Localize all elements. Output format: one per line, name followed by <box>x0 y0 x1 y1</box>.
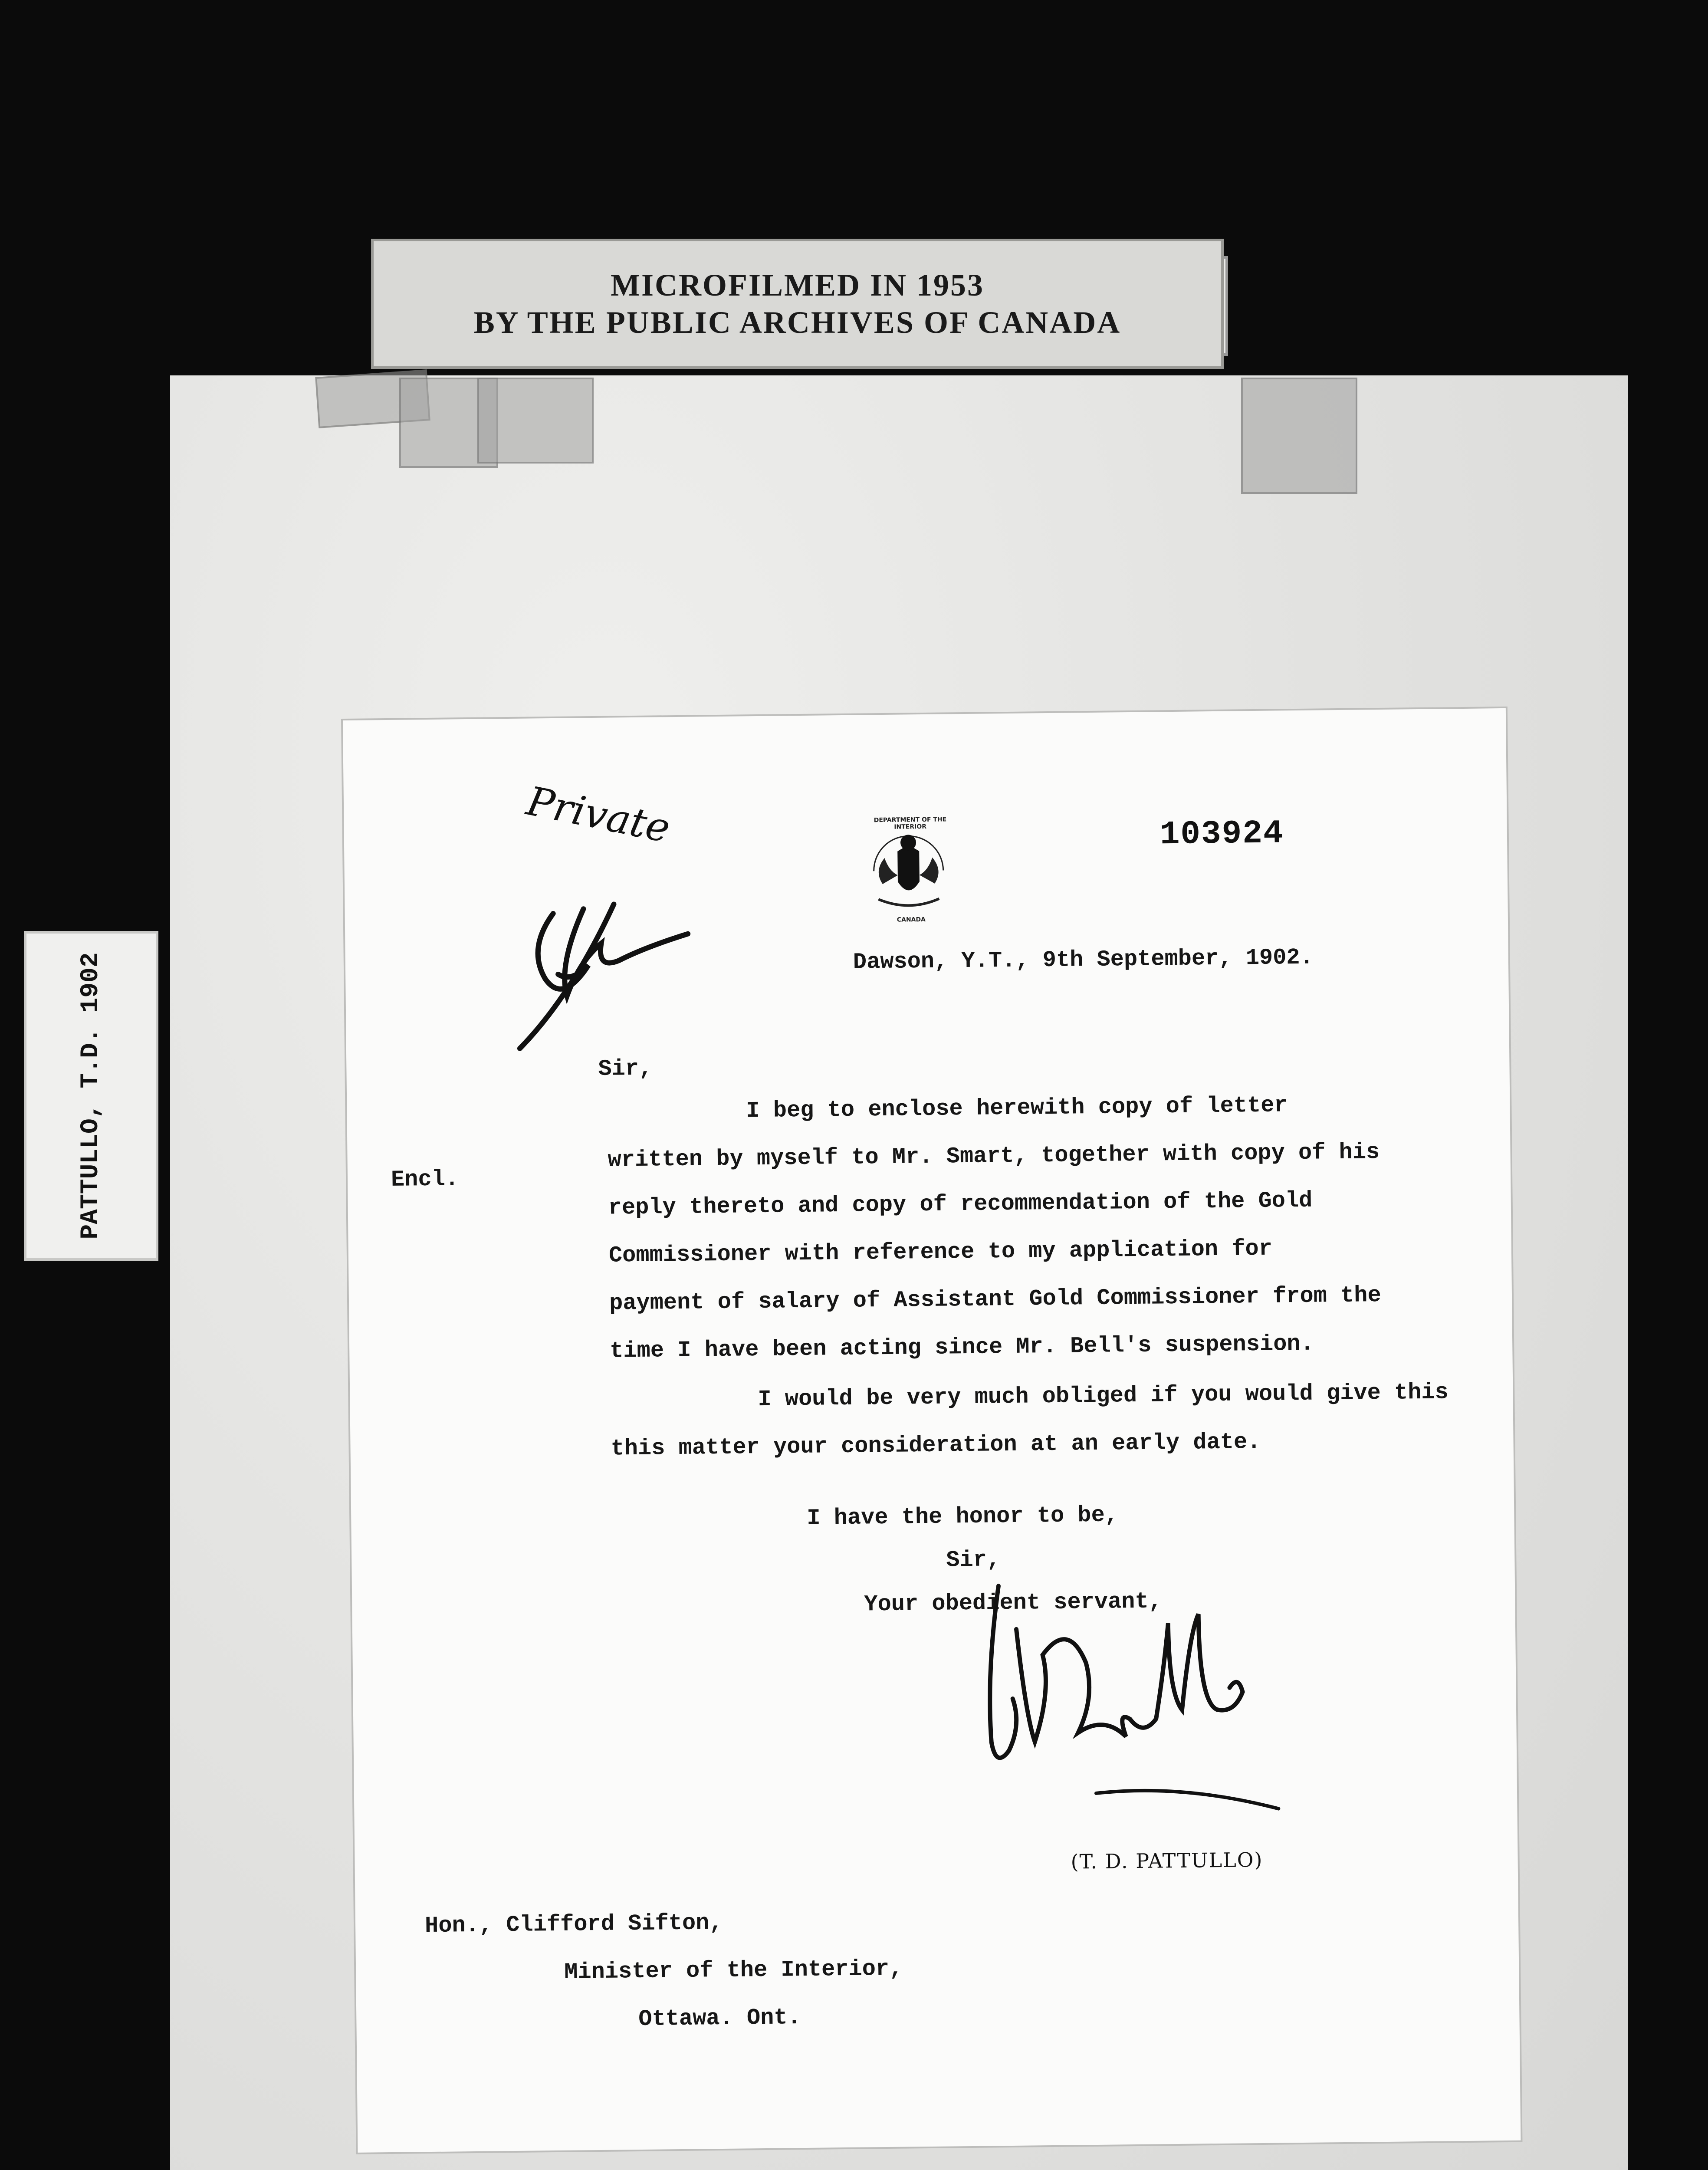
margin-note: Private <box>523 777 674 852</box>
body-line-6: time I have been acting since Mr. Bell's suspension. <box>609 1331 1314 1364</box>
body-line-2: written by myself to Mr. Smart, together with copy of his <box>608 1139 1380 1173</box>
seal-bottom-text: CANADA <box>897 916 926 924</box>
letter-sheet <box>343 708 1521 2153</box>
seal-top-text: DEPARTMENT OF THE INTERIOR <box>874 816 947 831</box>
body-line-7: I would be very much obliged if you would give this <box>758 1379 1449 1413</box>
tape-top-right <box>1241 378 1357 494</box>
tape-top-center <box>477 378 594 464</box>
file-number: 103924 <box>1159 815 1284 854</box>
body-line-1: I beg to enclose herewith copy of letter <box>746 1092 1288 1124</box>
signature-scribble-icon <box>951 1574 1344 1855</box>
microfilm-label-line1: MICROFILMED IN 1953 <box>611 268 984 302</box>
signatory-name: (T. D. PATTULLO) <box>1071 1848 1263 1874</box>
department-seal-icon <box>856 818 961 932</box>
microfilm-label-line2: BY THE PUBLIC ARCHIVES OF CANADA <box>473 305 1121 340</box>
closing-line-1: I have the honor to be, <box>807 1502 1119 1531</box>
closing-line-3: Your obedient servant, <box>864 1588 1163 1618</box>
microfilm-label <box>371 239 1224 369</box>
side-card-text: PATTULLO, T.D. 1902 <box>77 952 105 1240</box>
enclosure-note: Encl. <box>391 1166 459 1193</box>
recipient-line-2: Minister of the Interior, <box>564 1956 903 1985</box>
recipient-line-3: Ottawa. Ont. <box>638 2005 801 2032</box>
body-line-5: payment of salary of Assistant Gold Commissioner from the <box>609 1282 1382 1316</box>
closing-line-2: Sir, <box>946 1547 1001 1573</box>
body-line-8: this matter your consideration at an early date. <box>611 1429 1261 1462</box>
place-date: Dawson, Y.T., 9th September, 1902. <box>853 944 1314 975</box>
salutation: Sir, <box>598 1055 653 1082</box>
recipient-line-1: Hon., Clifford Sifton, <box>424 1910 723 1939</box>
body-line-3: reply thereto and copy of recommendation of the Gold <box>608 1187 1313 1221</box>
body-line-4: Commissioner with reference to my application for <box>608 1236 1273 1269</box>
